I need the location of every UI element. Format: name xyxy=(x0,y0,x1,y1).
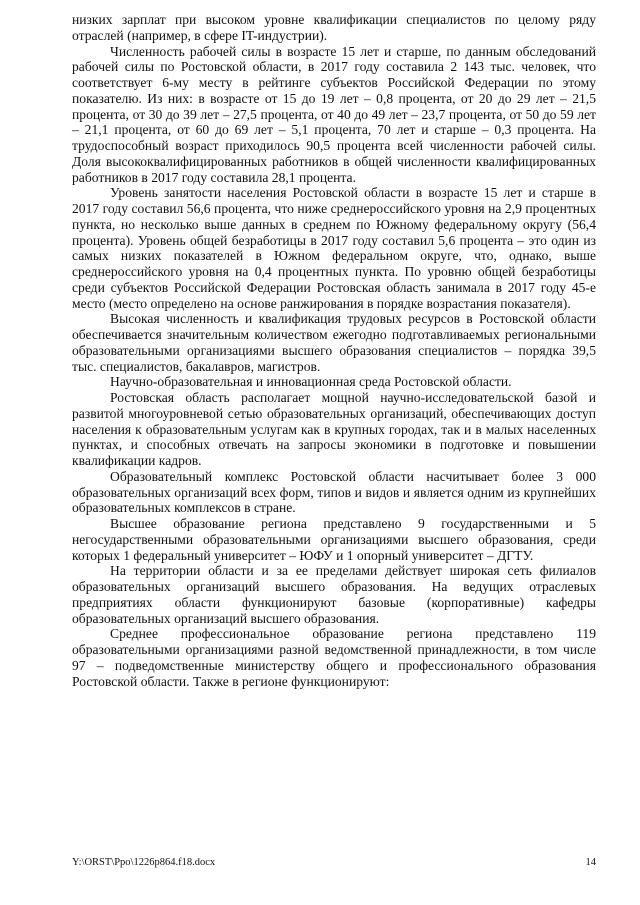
body-text xyxy=(72,12,596,689)
paragraph-vocational-education: Среднее профессиональное образование региона представлено 119 образовательными организациями разной ведомственной принадлежности, в том числе 97 – подведомственные министерству общего и профессионального образования Ростовской области. Также в регионе функционируют: xyxy=(72,626,596,689)
page-number: 14 xyxy=(585,857,596,868)
paragraph-research-base: Ростовская область располагает мощной научно-исследовательской базой и развитой многоуровневой сетью образовательных организаций, обеспечивающих доступ населения к образовательным услугам как в крупных городах, так и в малых населенных пунктах, и способных отвечать на запросы экономики в подготовке и повышении квалификации кадров. xyxy=(72,390,596,468)
paragraph-education-complex: Образовательный комплекс Ростовской области насчитывает более 3 000 образовательных организаций всех форм, типов и видов и является одним из крупнейших образовательных комплексов в стране. xyxy=(72,468,596,516)
paragraph-continuation: низких зарплат при высоком уровне квалификации специалистов по целому ряду отраслей (например, в сфере IT-индустрии). xyxy=(72,12,596,43)
paragraph-higher-education: Высшее образование региона представлено 9 государственными и 5 негосударственными образовательными организациями высшего образования, среди которых 1 федеральный университет – ЮФУ и 1 опорный университет – ДГТУ. xyxy=(72,516,596,563)
paragraph-branches: На территории области и за ее пределами действует широкая сеть филиалов образовательных организаций высшего образования. На ведущих отраслевых предприятиях области функционируют базовые (корпоративные) кафедры образовательных организаций высшего образования. xyxy=(72,563,596,626)
paragraph-labor-qualification: Высокая численность и квалификация трудовых ресурсов в Ростовской области обеспечивается значительным количеством ежегодно подготавливаемых региональными образовательными организациями высшего образования специалистов – порядка 39,5 тыс. специалистов, бакалавров, магистров. xyxy=(72,311,596,374)
paragraph-labor-force: Численность рабочей силы в возрасте 15 лет и старше, по данным обследований рабочей силы по Ростовской области, в 2017 году составила 2 143 тыс. человек, что соответствует 6-му месту в рейтинге субъектов Российской Федерации по этому показателю. Из них: в возрасте от 15 до 19 лет – 0,8 процента, от 20 до 29 лет – 21,5 процента, от 30 до 39 лет – 27,5 процента, от 40 до 49 лет – 23,7 процента, от 50 до 59 лет – 21,1 процента, от 60 до 69 лет – 5,1 процента, 70 лет и старше – 0,3 процента. На трудоспособный возраст приходилось 90,5 процента всей численности рабочей силы. Доля высококвалифицированных работников в общей численности квалифицированных работников в 2017 году составила 28,1 процента. xyxy=(72,43,596,185)
page-footer xyxy=(72,856,596,870)
file-path: Y:\ORST\Ppo\1226p864.f18.docx xyxy=(72,857,216,868)
paragraph-employment-level: Уровень занятости населения Ростовской области в возрасте 15 лет и старше в 2017 году составил 56,6 процента, что ниже среднероссийского уровня на 2,9 процентных пункта, но несколько выше данных в среднем по Южному федеральному округу (56,4 процента). Уровень общей безработицы в 2017 году составил 5,6 процента – это один из самых низких показателей в Южном федеральном округе, что, однако, выше среднероссийского уровня на 0,4 процентных пункта. По уровню общей безработицы среди субъектов Российской Федерации Ростовская область занимала в 2017 году 45-е место (место определено на основе ранжирования в порядке возрастания показателя). xyxy=(72,185,596,311)
paragraph-science-education-heading: Научно-образовательная и инновационная среда Ростовской области. xyxy=(110,374,512,390)
